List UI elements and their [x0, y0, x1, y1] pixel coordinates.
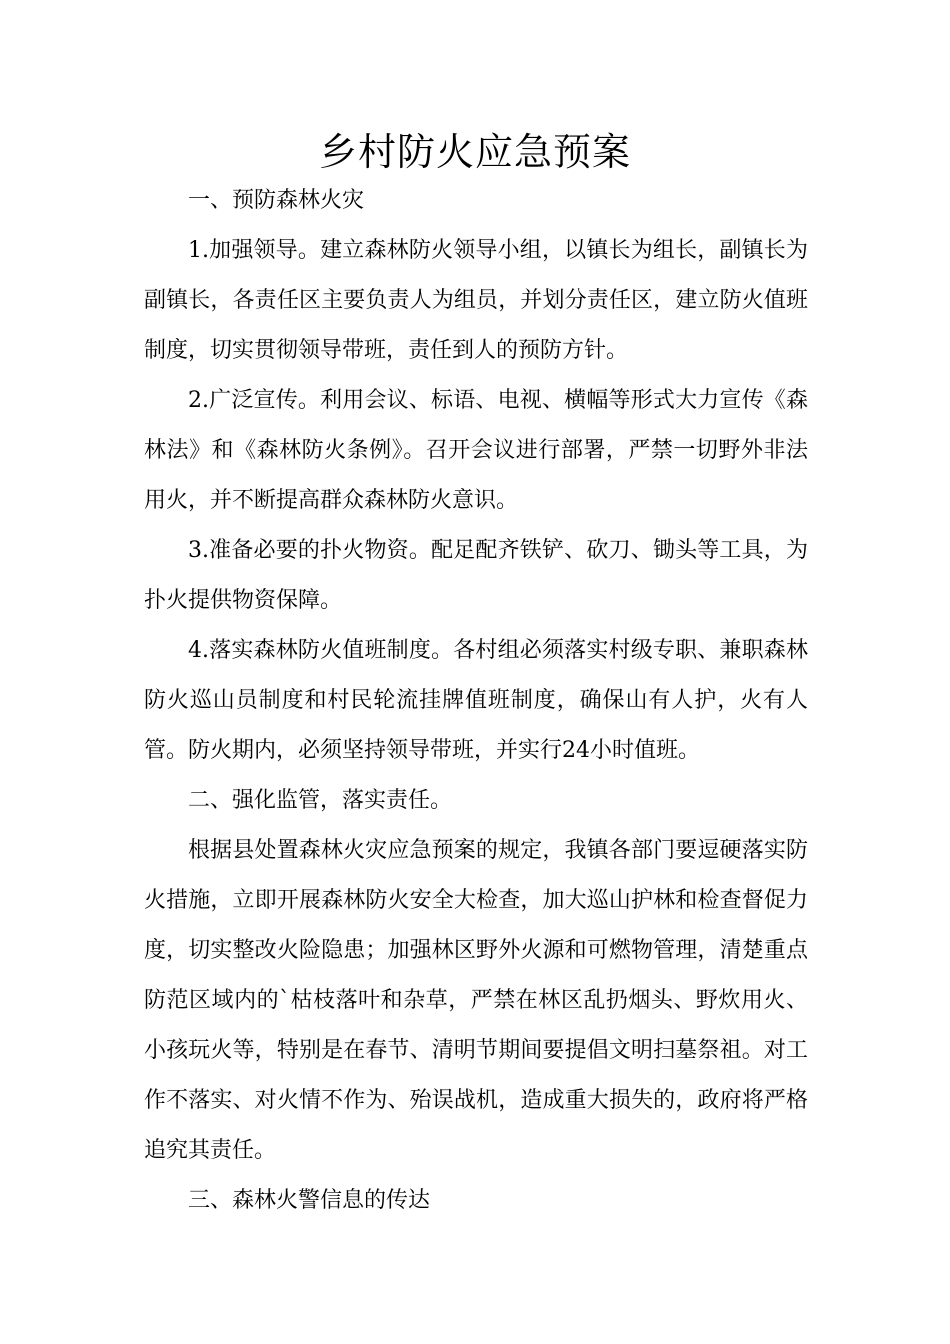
section-heading-3: 三、森林火警信息的传达 — [188, 1188, 431, 1213]
paragraph-leadership: 1.加强领导。建立森林防火领导小组，以镇长为组长，副镇长为副镇长，各责任区主要负责人为组员，并划分责任区，建立防火值班制度，切实贯彻领导带班，责任到人的预防方针。 — [144, 238, 808, 363]
paragraph-supervision: 根据县处置森林火灾应急预案的规定，我镇各部门要逗硬落实防火措施，立即开展森林防火安全大检查，加大巡山护林和检查督促力度，切实整改火险隐患；加强林区野外火源和可燃物管理，清楚重点防范区域内的`枯枝落叶和杂草，严禁在林区乱扔烟头、野炊用火、小孩玩火等，特别是在春节、清明节期间要提倡文明扫墓祭祖。对工作不落实、对火情不作为、殆误战机，造成重大损失的，政府将严格追究其责任。 — [144, 838, 808, 1163]
section-heading-1: 一、预防森林火灾 — [188, 188, 365, 213]
paragraph-supplies: 3.准备必要的扑火物资。配足配齐铁铲、砍刀、锄头等工具，为扑火提供物资保障。 — [144, 538, 808, 613]
section-heading-2: 二、强化监管，落实责任。 — [188, 788, 453, 813]
paragraph-duty-system: 4.落实森林防火值班制度。各村组必须落实村级专职、兼职森林防火巡山员制度和村民轮流挂牌值班制度，确保山有人护，火有人管。防火期内，必须坚持领导带班，并实行24小时值班。 — [144, 638, 808, 763]
document-body — [144, 176, 808, 1226]
paragraph-publicity: 2.广泛宣传。利用会议、标语、电视、横幅等形式大力宣传《森林法》和《森林防火条例》。召开会议进行部署，严禁一切野外非法用火，并不断提高群众森林防火意识。 — [144, 388, 808, 513]
document-title: 乡村防火应急预案 — [318, 130, 631, 174]
